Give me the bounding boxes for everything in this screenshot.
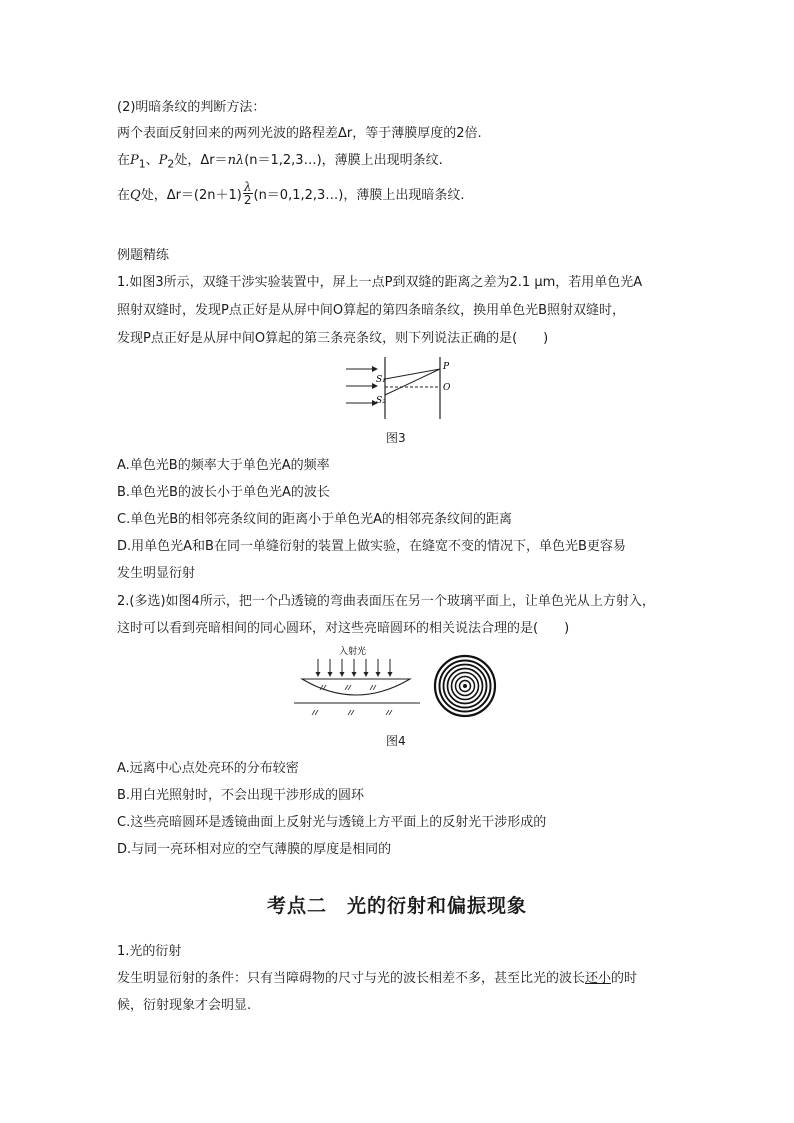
q2-option-c: C.这些亮暗圆环是透镜曲面上反射光与透镜上方平面上的反射光干涉形成的 [117, 815, 547, 830]
q1-option-d-continued: 发生明显衍射 [117, 566, 196, 581]
arrow-icon [372, 366, 378, 372]
figure-3-caption: 图3 [386, 431, 406, 445]
q2-option-d: D.与同一亮环相对应的空气薄膜的厚度是相同的 [117, 842, 392, 857]
q2-option-b: B.用白光照射时，不会出现干涉形成的圆环 [117, 788, 365, 803]
q1-line-1: 1.如图3所示，双缝干涉实验装置中，屏上一点P到双缝的距离之差为2.1 μm，若用单色光A [117, 275, 643, 290]
lambda-over-two-fraction: $\frac{\lambda}{2}$ [243, 180, 252, 207]
method-title: (2)明暗条纹的判断方法： [117, 100, 266, 115]
label-s1: S₁ [376, 375, 386, 385]
q2-line-2: 这时可以看到亮暗相间的同心圆环，对这些亮暗圆环的相关说法合理的是( ) [117, 621, 570, 636]
convex-lens [302, 679, 410, 695]
ring-center [463, 684, 467, 688]
diffraction-condition-continued: 候，衍射现象才会明显. [117, 998, 252, 1013]
newton-rings-diagram [290, 643, 505, 725]
dark-fringe-line: 在Q处，Δr＝(2n＋1) $\frac{\lambda}{2}$ (n＝0,1,2,3…)，薄膜上出现暗条纹. [117, 180, 465, 207]
diffraction-condition-line: 发生明显衍射的条件：只有当障碍物的尺寸与光的波长相差不多，甚至比光的波长还小的时 [117, 971, 638, 986]
path-difference-line: 两个表面反射回来的两列光波的路程差Δr，等于薄膜厚度的2倍. [117, 126, 482, 141]
q1-line-3: 发现P点正好是从屏中间O算起的第三条亮条纹，则下列说法正确的是( ) [117, 331, 549, 346]
incident-arrows [316, 659, 393, 677]
path-s2-p [385, 369, 440, 395]
examples-heading: 例题精练 [117, 248, 170, 263]
q1-option-c: C.单色光B的相邻亮条纹间的距离小于单色光A的相邻亮条纹间的距离 [117, 512, 513, 527]
double-slit-diagram [342, 355, 466, 423]
path-s1-p [385, 369, 440, 379]
q1-option-d: D.用单色光A和B在同一单缝衍射的装置上做实验，在缝宽不变的情况下，单色光B更容易 [117, 539, 626, 554]
q1-option-b: B.单色光B的波长小于单色光A的波长 [117, 485, 330, 500]
underlined-answer: 还小 [585, 971, 612, 986]
label-p: P [443, 362, 450, 372]
diffraction-subheading: 1.光的衍射 [117, 944, 182, 959]
bright-fringe-line: 在$P_1$、$P_2$处，Δr＝nλ(n＝1,2,3…)，薄膜上出现明条纹. [117, 153, 443, 171]
q2-line-1: 2.(多选)如图4所示，把一个凸透镜的弯曲表面压在另一个玻璃平面上，让单色光从上方射入， [117, 594, 655, 609]
q2-option-a: A.远离中心点处亮环的分布较密 [117, 761, 299, 776]
figure-4-caption: 图4 [386, 734, 406, 748]
incident-light-label: 入射光 [339, 647, 367, 657]
label-s2: S₂ [376, 396, 386, 406]
q1-line-2: 照射双缝时，发现P点正好是从屏中间O算起的第四条暗条纹，换用单色光B照射双缝时， [117, 303, 625, 318]
label-o: O [443, 383, 451, 393]
q1-option-a: A.单色光B的频率大于单色光A的频率 [117, 458, 330, 473]
section-heading: 考点二 光的衍射和偏振现象 [266, 895, 527, 917]
